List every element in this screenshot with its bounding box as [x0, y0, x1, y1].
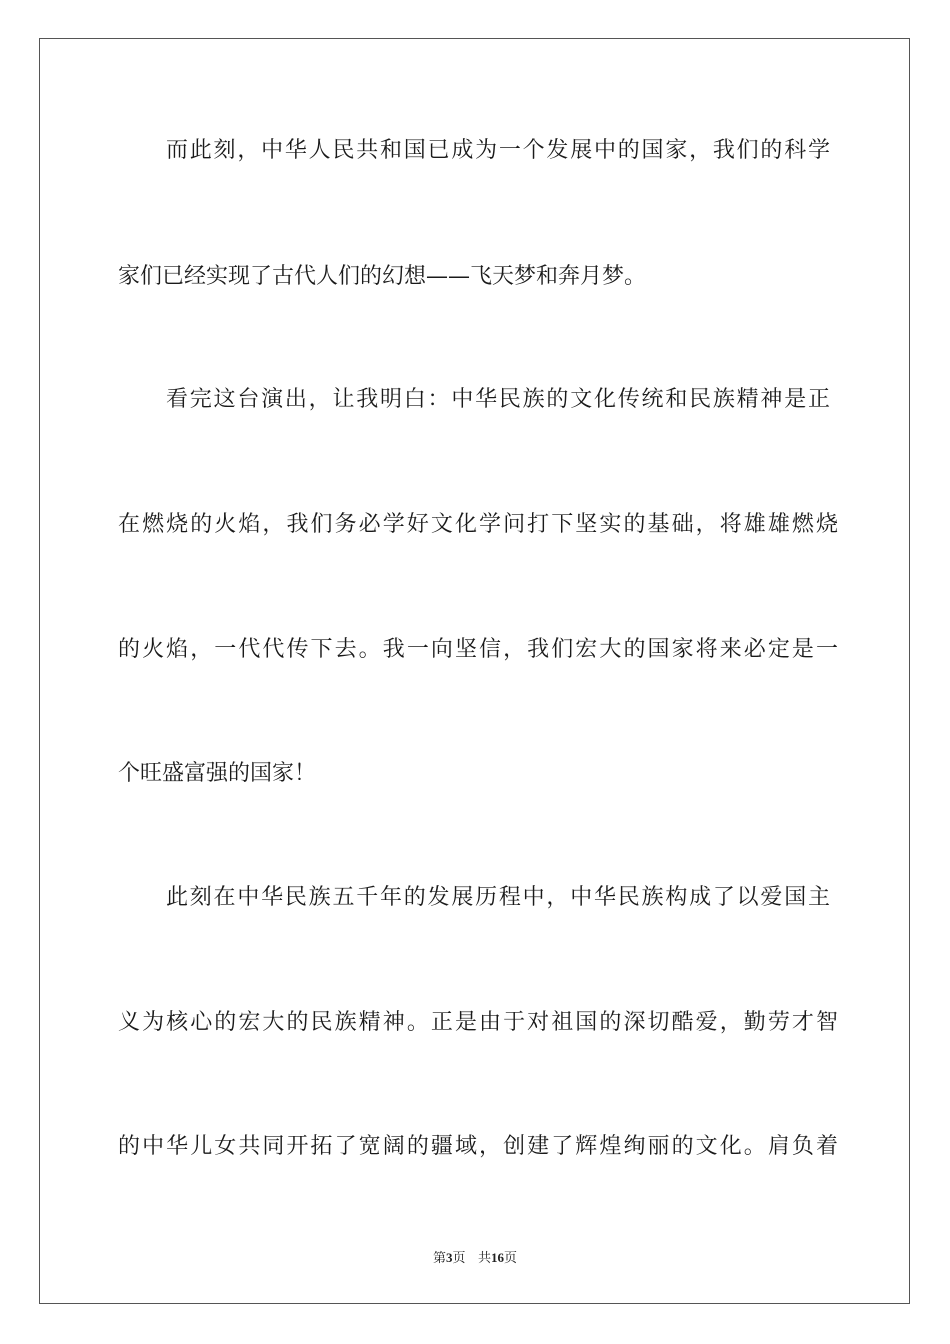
- text-line: 而此刻，中华人民共和国已成为一个发展中的国家，我们的科学: [166, 138, 830, 163]
- text-line: 在燃烧的火焰，我们务必学好文化学问打下坚实的基础，将雄雄燃烧: [118, 512, 838, 537]
- page-footer: [0, 1247, 950, 1266]
- text-line: 看完这台演出，让我明白：中华民族的文化传统和民族精神是正: [166, 387, 830, 412]
- text-line: 的中华儿女共同开拓了宽阔的疆域，创建了辉煌绚丽的文化。肩负着: [118, 1134, 838, 1159]
- text-line: 义为核心的宏大的民族精神。正是由于对祖国的深切酷爱，勤劳才智: [118, 1010, 838, 1035]
- text-line: 个旺盛富强的国家！: [118, 761, 317, 786]
- text-line: 此刻在中华民族五千年的发展历程中，中华民族构成了以爱国主: [166, 885, 830, 910]
- page-suffix: 页: [452, 1251, 466, 1266]
- total-prefix: 共: [477, 1251, 491, 1266]
- page-border: [39, 38, 910, 1304]
- total-suffix: 页: [503, 1251, 517, 1266]
- page-prefix: 第: [433, 1251, 447, 1266]
- text-line: 的火焰，一代代传下去。我一向坚信，我们宏大的国家将来必定是一: [118, 637, 838, 662]
- total-pages: 16: [490, 1250, 504, 1265]
- page-number: 3: [446, 1250, 453, 1265]
- text-line: 家们已经实现了古代人们的幻想——飞天梦和奔月梦。: [118, 264, 647, 289]
